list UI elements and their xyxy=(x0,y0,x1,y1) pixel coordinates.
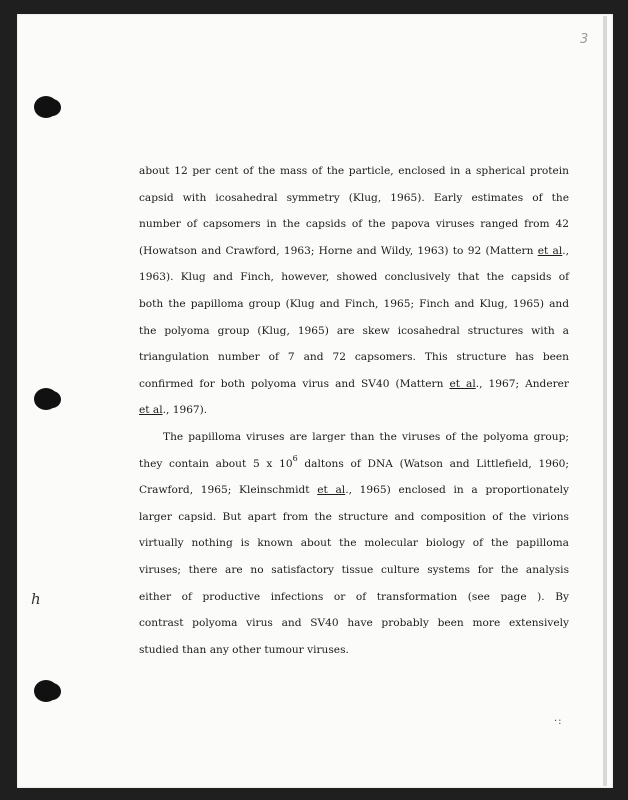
text-line xyxy=(139,371,569,398)
bottom-mark: ·: xyxy=(554,716,563,727)
text-line xyxy=(139,185,569,212)
text-segment: both the papilloma group (Klug and Finch, 1965; Finch and Klug, 1965) and xyxy=(139,297,569,310)
text-segment: viruses; there are no satisfactory tissue culture systems for the analysis xyxy=(139,563,569,576)
text-segment: they contain about 5 x 10 xyxy=(139,457,293,470)
text-segment: ., 1967). xyxy=(162,404,208,417)
text-segment: ., 1967; Anderer xyxy=(475,377,569,390)
body-text xyxy=(139,158,569,663)
text-line xyxy=(139,397,569,424)
text-segment: contrast polyoma virus and SV40 have probably been more extensively xyxy=(139,617,569,630)
underlined-text: et al xyxy=(139,404,163,417)
text-line xyxy=(139,424,569,451)
text-line xyxy=(139,530,569,557)
text-segment: Crawford, 1965; Kleinschmidt xyxy=(139,484,318,497)
text-segment: (Howatson and Crawford, 1963; Horne and Wildy, 1963) to 92 (Mattern xyxy=(139,244,538,257)
text-segment: either of productive infections or of transformation (see page ). By xyxy=(139,590,569,603)
underlined-text: et al xyxy=(449,377,476,390)
text-segment: studied than any other tumour viruses. xyxy=(139,643,349,656)
margin-handwritten-mark: h xyxy=(31,590,41,608)
punch-hole-top xyxy=(34,96,58,118)
text-line xyxy=(139,291,569,318)
text-line xyxy=(139,264,569,291)
text-line xyxy=(139,504,569,531)
text-segment: the polyoma group (Klug, 1965) are skew icosahedral structures with a xyxy=(139,324,569,337)
paragraph xyxy=(139,158,569,424)
text-line xyxy=(139,211,569,238)
paragraph xyxy=(139,424,569,663)
text-line xyxy=(139,610,569,637)
text-line xyxy=(139,477,569,504)
underlined-text: et al xyxy=(537,244,563,257)
superscript: 6 xyxy=(292,453,298,463)
text-segment: daltons of DNA (Watson and Littlefield, 1960; xyxy=(297,457,569,470)
text-segment: ., 1965) enclosed in a proportionately xyxy=(345,484,569,497)
text-line xyxy=(139,637,569,664)
text-segment: confirmed for both polyoma virus and SV40 (Mattern xyxy=(139,377,450,390)
text-line xyxy=(139,584,569,611)
underlined-text: et al xyxy=(317,484,346,497)
text-segment: larger capsid. But apart from the structure and composition of the virions xyxy=(139,510,569,523)
text-line xyxy=(139,557,569,584)
text-segment: ., xyxy=(562,244,569,257)
page-number: 3 xyxy=(580,32,589,47)
text-line xyxy=(139,238,569,265)
text-line xyxy=(139,451,569,478)
punch-hole-bottom xyxy=(34,680,58,702)
text-segment: triangulation number of 7 and 72 capsomers. This structure has been xyxy=(139,351,569,364)
text-segment: The papilloma viruses are larger than the viruses of the polyoma group; xyxy=(163,430,569,443)
text-segment: about 12 per cent of the mass of the particle, enclosed in a spherical protein xyxy=(139,165,569,177)
text-segment: 1963). Klug and Finch, however, showed conclusively that the capsids of xyxy=(139,271,569,284)
punch-hole-middle xyxy=(34,388,58,410)
text-segment: number of capsomers in the capsids of the papova viruses ranged from 42 xyxy=(139,218,569,231)
text-line xyxy=(139,318,569,345)
text-line xyxy=(139,158,569,185)
page-edge xyxy=(603,16,607,786)
text-line xyxy=(139,344,569,371)
text-segment: capsid with icosahedral symmetry (Klug, 1965). Early estimates of the xyxy=(139,191,569,204)
text-segment: virtually nothing is known about the molecular biology of the papilloma xyxy=(139,537,569,550)
